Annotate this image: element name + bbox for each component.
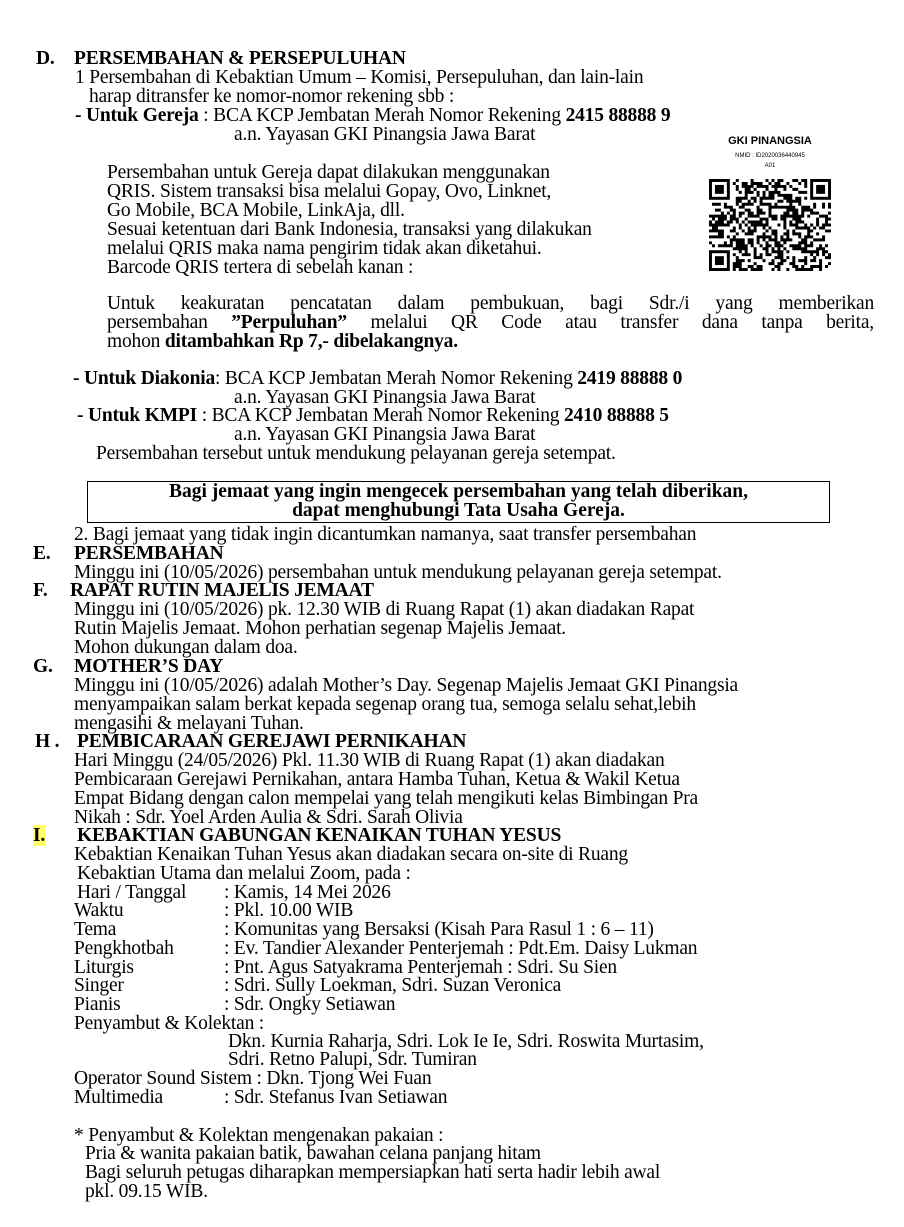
- schedule-value-time: : Pkl. 10.00 WIB: [224, 900, 354, 921]
- section-g-line-3: mengasihi & melayani Tuhan.: [74, 713, 304, 734]
- check-offering-notice-box: [87, 481, 830, 523]
- gereja-bank-text: : BCA KCP Jembatan Merah Nomor Rekening: [198, 105, 566, 126]
- schedule-label-theme: Tema: [74, 919, 117, 940]
- kmpi-bank-text: : BCA KCP Jembatan Merah Nomor Rekening: [197, 405, 564, 426]
- qris-nmid: NMID : ID2020036440945: [735, 153, 805, 159]
- qris-code: [707, 133, 833, 273]
- schedule-value-date: : Kamis, 14 Mei 2026: [224, 882, 391, 903]
- schedule-value-singer: : Sdri. Sully Loekman, Sdri. Suzan Veronica: [224, 975, 562, 996]
- schedule-label-liturgist: Liturgis: [74, 957, 134, 978]
- dress-note-2: Pria & wanita pakaian batik, bawahan celana panjang hitam: [85, 1143, 541, 1164]
- qris-code-id: A01: [764, 163, 776, 169]
- section-e-letter: E.: [33, 543, 51, 564]
- schedule-label-time: Waktu: [74, 900, 124, 921]
- accuracy-line-1: Untuk keakuratan pencatatan dalam pembukuan, bagi Sdr./i yang memberikan: [107, 293, 874, 314]
- dress-note-3: Bagi seluruh petugas diharapkan mempersiapkan hati serta hadir lebih awal: [85, 1162, 661, 1183]
- section-h-letter: H .: [35, 731, 60, 752]
- kmpi-account-number: 2410 88888 5: [564, 405, 669, 426]
- kmpi-account-name: a.n. Yayasan GKI Pinangsia Jawa Barat: [234, 424, 536, 445]
- qris-line-2: QRIS. Sistem transaksi bisa melalui Gopay, Ovo, Linknet,: [107, 181, 552, 202]
- section-g-title: MOTHER’S DAY: [74, 656, 224, 677]
- schedule-value-liturgist: : Pnt. Agus Satyakrama Penterjemah : Sdri. Su Sien: [224, 957, 617, 978]
- schedule-label-singer: Singer: [74, 975, 124, 996]
- diakonia-account-line: [73, 369, 682, 388]
- section-f-line-2: Rutin Majelis Jemaat. Mohon perhatian segenap Majelis Jemaat.: [74, 618, 566, 639]
- dress-note-1: * Penyambut & Kolektan mengenakan pakaian :: [74, 1125, 444, 1146]
- schedule-value-preacher: : Ev. Tandier Alexander Penterjemah : Pdt.Em. Daisy Lukman: [224, 938, 698, 959]
- schedule-value-pianist: : Sdr. Ongky Setiawan: [224, 994, 396, 1015]
- section-f-line-3: Mohon dukungan dalam doa.: [74, 637, 298, 658]
- section-d-line-1: 1 Persembahan di Kebaktian Umum – Komisi, Persepuluhan, dan lain-lain: [75, 67, 644, 88]
- multimedia-label: Multimedia: [74, 1087, 163, 1108]
- gereja-prefix: -: [75, 105, 86, 126]
- add-rp7-note: ditambahkan Rp 7,- dibelakangnya.: [164, 331, 458, 352]
- gereja-account-number: 2415 88888 9: [565, 105, 671, 126]
- diakonia-account-number: 2419 88888 0: [577, 368, 683, 389]
- qris-title: GKI PINANGSIA: [728, 135, 812, 147]
- section-h-title: PEMBICARAAN GEREJAWI PERNIKAHAN: [77, 731, 467, 752]
- section-i-line-1: Kebaktian Kenaikan Tuhan Yesus akan diadakan secara on-site di Ruang: [74, 844, 628, 865]
- support-note: Persembahan tersebut untuk mendukung pelayanan gereja setempat.: [96, 443, 616, 464]
- section-i-title: KEBAKTIAN GABUNGAN KENAIKAN TUHAN YESUS: [77, 825, 562, 846]
- section-d-line-2: harap ditransfer ke nomor-nomor rekening sbb :: [89, 86, 455, 107]
- multimedia-value: : Sdr. Stefanus Ivan Setiawan: [224, 1087, 448, 1108]
- qris-line-6: Barcode QRIS tertera di sebelah kanan :: [107, 257, 414, 278]
- section-i-letter: [33, 826, 45, 845]
- kmpi-label: - Untuk KMPI: [77, 405, 198, 426]
- section-g-letter: G.: [33, 656, 53, 677]
- dress-note-4: pkl. 09.15 WIB.: [85, 1181, 208, 1202]
- section-d-item-2: 2. Bagi jemaat yang tidak ingin dicantumkan namanya, saat transfer persembahan: [74, 524, 697, 545]
- penyambut-names-2: Sdri. Retno Palupi, Sdr. Tumiran: [228, 1049, 477, 1070]
- accuracy-line-2: [107, 313, 874, 332]
- section-e-title: PERSEMBAHAN: [74, 543, 224, 564]
- section-f-title: RAPAT RUTIN MAJELIS JEMAAT: [70, 580, 374, 601]
- section-d-letter: D.: [36, 48, 55, 69]
- gereja-account-name: a.n. Yayasan GKI Pinangsia Jawa Barat: [234, 124, 536, 145]
- penyambut-names-1: Dkn. Kurnia Raharja, Sdri. Lok Ie Ie, Sdri. Roswita Murtasim,: [228, 1031, 704, 1052]
- section-f-line-1: Minggu ini (10/05/2026) pk. 12.30 WIB di Ruang Rapat (1) akan diadakan Rapat: [74, 599, 695, 620]
- gereja-label: Untuk Gereja: [85, 105, 199, 126]
- diakonia-label: - Untuk Diakonia: [73, 368, 216, 389]
- section-h-line-4: Nikah : Sdr. Yoel Arden Aulia & Sdri. Sarah Olivia: [74, 807, 463, 828]
- qris-line-5: melalui QRIS maka nama pengirim tidak akan diketahui.: [107, 238, 542, 259]
- schedule-label-date: Hari / Tanggal: [77, 882, 187, 903]
- section-g-line-1: Minggu ini (10/05/2026) adalah Mother’s Day. Segenap Majelis Jemaat GKI Pinangsia: [74, 675, 739, 696]
- accuracy-text-2: melalui QR Code atau transfer dana tanpa berita,: [346, 312, 874, 333]
- section-f-letter: F.: [33, 580, 48, 601]
- diakonia-account-name: a.n. Yayasan GKI Pinangsia Jawa Barat: [234, 387, 536, 408]
- qr-code-icon: [709, 179, 831, 271]
- section-e-line-1: Minggu ini (10/05/2026) persembahan untuk mendukung pelayanan gereja setempat.: [74, 562, 722, 583]
- gereja-account-line: [75, 106, 670, 125]
- section-h-line-3: Empat Bidang dengan calon mempelai yang telah mengikuti kelas Bimbingan Pra: [74, 788, 699, 809]
- schedule-value-theme: : Komunitas yang Bersaksi (Kisah Para Rasul 1 : 6 – 11): [224, 919, 654, 940]
- qris-line-1: Persembahan untuk Gereja dapat dilakukan menggunakan: [107, 162, 550, 183]
- section-d-title: PERSEMBAHAN & PERSEPULUHAN: [74, 48, 406, 69]
- perpuluhan-label: ”Perpuluhan”: [231, 312, 347, 333]
- accuracy-text: persembahan: [107, 312, 232, 333]
- qris-line-4: Sesuai ketentuan dari Bank Indonesia, transaksi yang dilakukan: [107, 219, 592, 240]
- accuracy-line-3: [107, 332, 458, 351]
- operator-line: Operator Sound Sistem : Dkn. Tjong Wei Fuan: [74, 1068, 432, 1089]
- section-i-letter-text: I.: [33, 825, 46, 846]
- kmpi-account-line: [77, 406, 669, 425]
- qris-line-3: Go Mobile, BCA Mobile, LinkAja, dll.: [107, 200, 405, 221]
- schedule-label-pianist: Pianis: [74, 994, 121, 1015]
- section-h-line-1: Hari Minggu (24/05/2026) Pkl. 11.30 WIB di Ruang Rapat (1) akan diadakan: [74, 750, 665, 771]
- schedule-label-preacher: Pengkhotbah: [74, 938, 174, 959]
- diakonia-bank-text: : BCA KCP Jembatan Merah Nomor Rekening: [215, 368, 578, 389]
- notice-line-2: dapat menghubungi Tata Usaha Gereja.: [292, 500, 625, 521]
- section-g-line-2: menyampaikan salam berkat kepada segenap orang tua, semoga selalu sehat,lebih: [74, 694, 696, 715]
- accuracy-text-3: mohon: [107, 331, 165, 352]
- penyambut-label: Penyambut & Kolektan :: [74, 1013, 265, 1034]
- section-h-line-2: Pembicaraan Gerejawi Pernikahan, antara Hamba Tuhan, Ketua & Wakil Ketua: [74, 769, 680, 790]
- notice-line-1: Bagi jemaat yang ingin mengecek persembahan yang telah diberikan,: [168, 481, 749, 502]
- section-i-line-2: Kebaktian Utama dan melalui Zoom, pada :: [77, 863, 411, 884]
